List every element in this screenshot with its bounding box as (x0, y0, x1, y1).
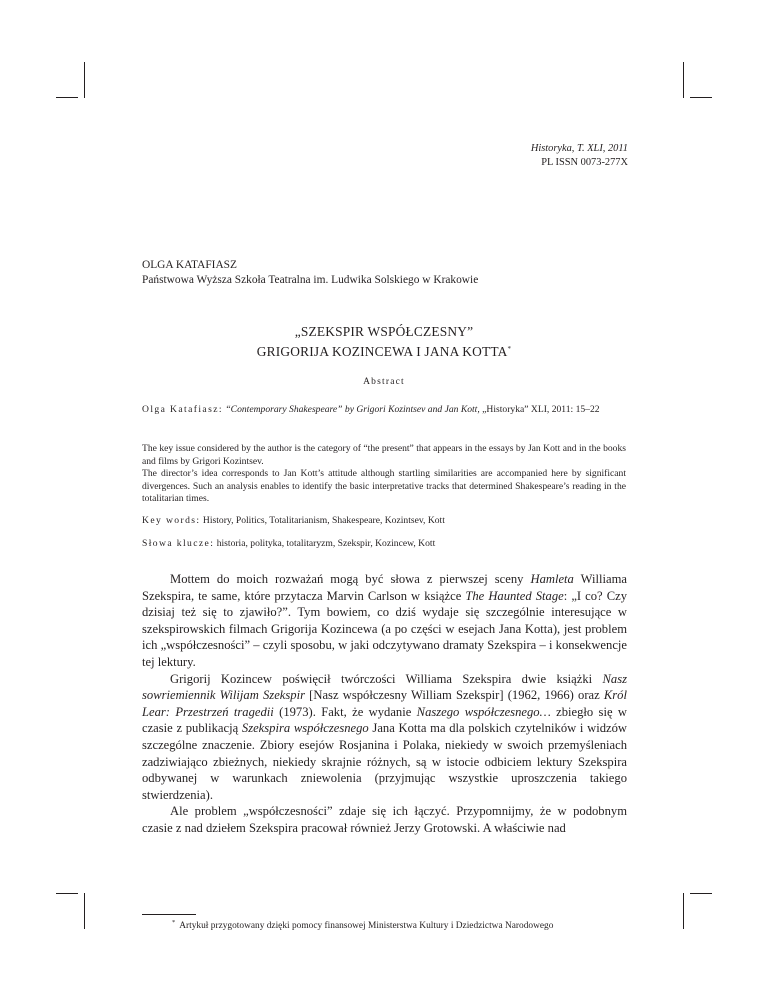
slowa-kluczowe: Słowa klucze: historia, polityka, totalitaryzm, Szekspir, Kozincew, Kott (142, 538, 436, 549)
abstract-body (142, 443, 626, 506)
keywords: Key words: History, Politics, Totalitarianism, Shakespeare, Kozintsev, Kott (142, 515, 445, 526)
abstract-paragraph: The director’s idea corresponds to Jan Kott’s attitude although startling similarities are accompanied here by significant divergences. Such an analysis enables to identify the basic interpretative tracks that determined Shakespeare’s reading in the totalitarian times. (142, 468, 626, 505)
footnote-rule (142, 914, 196, 915)
paragraph: Ale problem „współczesności” zdaje się ich łączyć. Przypomnijmy, że w podobnym czasie z nad dziełem Szekspira pracował również Jerzy Grotowski. A właściwie nad (142, 804, 627, 835)
article-title (142, 324, 626, 360)
crop-mark (683, 62, 684, 98)
title-line-2: GRIGORIJA KOZINCEWA I JANA KOTTA* (256, 343, 512, 359)
title-line-1: „SZEKSPIR WSPÓŁCZESNY” (294, 324, 474, 339)
crop-mark (56, 893, 78, 894)
title-footnote-marker: * (507, 344, 512, 353)
author-affiliation: Państwowa Wyższa Szkoła Teatralna im. Ludwika Solskiego w Krakowie (142, 273, 479, 286)
crop-mark (56, 97, 78, 98)
abstract-paragraph: The key issue considered by the author is the category of “the present” that appears in the essays by Jan Kott and in the books and films by Grigori Kozintsev. (142, 443, 626, 467)
abstract-heading: Abstract (363, 377, 405, 387)
crop-mark (84, 62, 85, 98)
crop-mark (690, 97, 712, 98)
footnote: * Artykuł przygotowany dzięki pomocy finansowej Ministerstwa Kultury i Dziedzictwa Narodowego (172, 919, 554, 931)
journal-issn: PL ISSN 0073-277X (541, 157, 628, 168)
author-block (142, 258, 478, 287)
article-body (142, 571, 627, 837)
author-name: OLGA KATAFIASZ (142, 259, 237, 271)
journal-title: Historyka, T. XLI, 2011 (530, 143, 628, 154)
paragraph: Mottem do moich rozważań mogą być słowa z pierwszej sceny Hamleta Williama Szekspira, te same, które przytacza Marvin Carlson w książce The Haunted Stage: „I co? Czy dzisiaj też się to zjawiło?”. Tym bowiem, co dziś wydaje się szczególnie interesujące w szekspirowskich filmach Grigorija Kozincewa (a po części w esejach Jana Kotta), jest problem ich „współczesności” – czyli sposobu, w jaki odczytywano dramaty Szekspira – i konsekwencje tej lektury. (142, 572, 627, 669)
abstract-citation: Olga Katafiasz: “Contemporary Shakespeare” by Grigori Kozintsev and Jan Kott, „Historyka” XLI, 2011: 15–22 (142, 404, 600, 415)
crop-mark (690, 893, 712, 894)
crop-mark (84, 893, 85, 929)
journal-header (531, 142, 628, 170)
paragraph: Grigorij Kozincew poświęcił twórczości Williama Szekspira dwie książki Nasz sowriemiennik Wilijam Szekspir [Nasz współczesny William Szekspir] (1962, 1966) oraz Król Lear: Przestrzeń tragedii (1973). Fakt, że wydanie Naszego współczesnego… zbiegło się w czasie z publikacją Szekspira współczesnego Jana Kotta ma dla polskich czytelników i widzów szczególne znaczenie. Zbiory esejów Rosjanina i Polaka, niekiedy w swoich przemyśleniach zadziwiająco zbieżnych, niekiedy skrajnie różnych, są w istocie odbiciem lektury Szekspira odbywanej w warunkach zniewolenia (przyjmując wszystkie uproszczenia takiego stwierdzenia). (142, 671, 627, 802)
crop-mark (683, 893, 684, 929)
